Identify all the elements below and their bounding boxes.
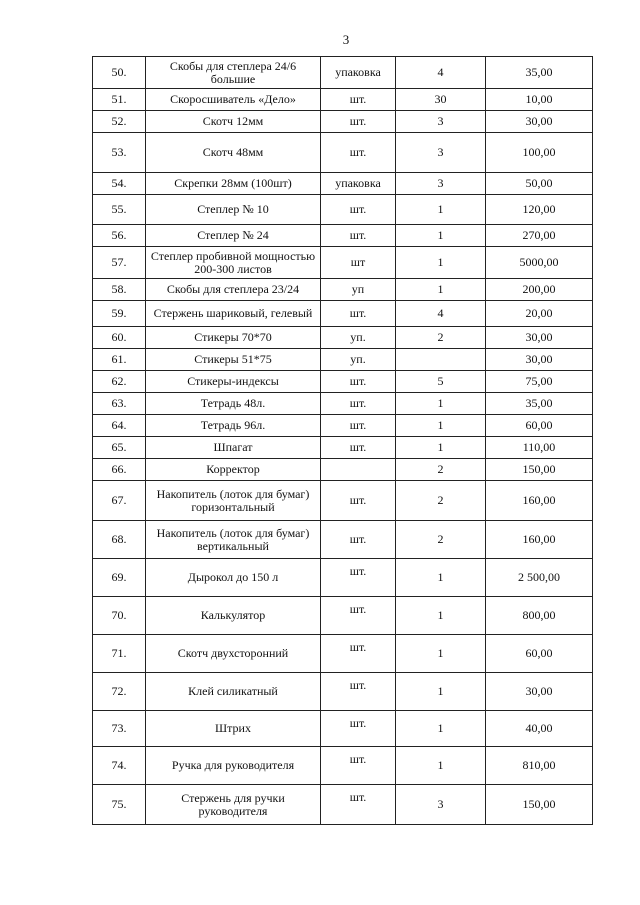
table-row [93,711,593,747]
item-name-cell: Тетрадь 48л. [146,393,321,415]
unit-cell: шт. [321,785,396,825]
item-name-cell: Скоросшиватель «Дело» [146,89,321,111]
row-number-cell: 65. [93,437,146,459]
row-number-cell: 58. [93,279,146,301]
item-name-cell: Скотч двухсторонний [146,635,321,673]
row-number-cell: 69. [93,559,146,597]
quantity-cell: 1 [396,415,486,437]
item-name-cell: Стикеры-индексы [146,371,321,393]
price-cell: 160,00 [486,521,593,559]
row-number-cell: 63. [93,393,146,415]
price-cell: 35,00 [486,393,593,415]
row-number-cell: 70. [93,597,146,635]
table-row [93,559,593,597]
unit-cell: упаковка [321,57,396,89]
table-row [93,785,593,825]
row-number-cell: 50. [93,57,146,89]
table-row [93,371,593,393]
quantity-cell: 2 [396,521,486,559]
item-name-cell: Ручка для руководителя [146,747,321,785]
item-name-cell: Степлер № 10 [146,195,321,225]
supplies-table [92,56,593,825]
quantity-cell: 1 [396,247,486,279]
price-cell: 30,00 [486,349,593,371]
row-number-cell: 68. [93,521,146,559]
unit-cell: шт. [321,393,396,415]
table-row [93,415,593,437]
quantity-cell: 1 [396,597,486,635]
table-row [93,301,593,327]
table-row [93,195,593,225]
row-number-cell: 59. [93,301,146,327]
table-row [93,437,593,459]
row-number-cell: 55. [93,195,146,225]
unit-cell: уп. [321,327,396,349]
item-name-cell: Корректор [146,459,321,481]
item-name-cell: Стержень для ручки руководителя [146,785,321,825]
table-row [93,521,593,559]
price-cell: 2 500,00 [486,559,593,597]
table-row [93,393,593,415]
price-cell: 30,00 [486,673,593,711]
quantity-cell: 2 [396,327,486,349]
table-row [93,459,593,481]
item-name-cell: Шпагат [146,437,321,459]
quantity-cell: 3 [396,785,486,825]
unit-cell: шт. [321,133,396,173]
item-name-cell: Тетрадь 96л. [146,415,321,437]
price-cell: 5000,00 [486,247,593,279]
unit-cell: шт. [321,415,396,437]
item-name-cell: Накопитель (лоток для бумаг) вертикальный [146,521,321,559]
unit-cell: шт. [321,635,396,673]
quantity-cell: 1 [396,279,486,301]
unit-cell: шт. [321,225,396,247]
table-row [93,57,593,89]
unit-cell: шт. [321,597,396,635]
supplies-table-body [93,57,593,825]
row-number-cell: 51. [93,89,146,111]
price-cell: 20,00 [486,301,593,327]
quantity-cell: 1 [396,225,486,247]
item-name-cell: Степлер № 24 [146,225,321,247]
item-name-cell: Скотч 48мм [146,133,321,173]
unit-cell: уп. [321,349,396,371]
price-cell: 150,00 [486,459,593,481]
item-name-cell: Скрепки 28мм (100шт) [146,173,321,195]
unit-cell: шт. [321,711,396,747]
quantity-cell: 1 [396,393,486,415]
quantity-cell [396,349,486,371]
item-name-cell: Клей силикатный [146,673,321,711]
quantity-cell: 1 [396,635,486,673]
item-name-cell: Скобы для степлера 24/6 большие [146,57,321,89]
table-row [93,133,593,173]
row-number-cell: 74. [93,747,146,785]
unit-cell: шт. [321,195,396,225]
quantity-cell: 2 [396,481,486,521]
quantity-cell: 3 [396,111,486,133]
row-number-cell: 62. [93,371,146,393]
price-cell: 50,00 [486,173,593,195]
price-cell: 150,00 [486,785,593,825]
quantity-cell: 4 [396,57,486,89]
unit-cell: шт. [321,673,396,711]
unit-cell: шт. [321,521,396,559]
quantity-cell: 1 [396,559,486,597]
item-name-cell: Скотч 12мм [146,111,321,133]
quantity-cell: 1 [396,747,486,785]
table-row [93,635,593,673]
row-number-cell: 72. [93,673,146,711]
unit-cell: шт. [321,747,396,785]
table-row [93,481,593,521]
item-name-cell: Дырокол до 150 л [146,559,321,597]
price-cell: 75,00 [486,371,593,393]
table-row [93,173,593,195]
row-number-cell: 60. [93,327,146,349]
unit-cell: шт. [321,481,396,521]
row-number-cell: 56. [93,225,146,247]
table-row [93,247,593,279]
row-number-cell: 52. [93,111,146,133]
table-row [93,747,593,785]
table-row [93,89,593,111]
table-row [93,111,593,133]
price-cell: 40,00 [486,711,593,747]
row-number-cell: 71. [93,635,146,673]
item-name-cell: Степлер пробивной мощностью 200-300 листов [146,247,321,279]
row-number-cell: 67. [93,481,146,521]
row-number-cell: 53. [93,133,146,173]
price-cell: 270,00 [486,225,593,247]
price-cell: 30,00 [486,111,593,133]
price-cell: 10,00 [486,89,593,111]
page-number: 3 [342,32,350,47]
row-number-cell: 66. [93,459,146,481]
unit-cell: упаковка [321,173,396,195]
table-row [93,597,593,635]
item-name-cell: Накопитель (лоток для бумаг) горизонтальный [146,481,321,521]
row-number-cell: 73. [93,711,146,747]
row-number-cell: 54. [93,173,146,195]
unit-cell: шт. [321,89,396,111]
quantity-cell: 5 [396,371,486,393]
unit-cell: шт [321,247,396,279]
item-name-cell: Стикеры 51*75 [146,349,321,371]
table-row [93,349,593,371]
item-name-cell: Стержень шариковый, гелевый [146,301,321,327]
unit-cell: шт. [321,437,396,459]
table-row [93,327,593,349]
price-cell: 810,00 [486,747,593,785]
quantity-cell: 1 [396,195,486,225]
item-name-cell: Скобы для степлера 23/24 [146,279,321,301]
quantity-cell: 1 [396,437,486,459]
table-row [93,673,593,711]
quantity-cell: 2 [396,459,486,481]
quantity-cell: 3 [396,133,486,173]
row-number-cell: 57. [93,247,146,279]
price-cell: 60,00 [486,415,593,437]
unit-cell [321,459,396,481]
price-cell: 110,00 [486,437,593,459]
unit-cell: шт. [321,111,396,133]
price-cell: 35,00 [486,57,593,89]
quantity-cell: 30 [396,89,486,111]
price-cell: 120,00 [486,195,593,225]
quantity-cell: 1 [396,673,486,711]
unit-cell: шт. [321,301,396,327]
price-cell: 160,00 [486,481,593,521]
unit-cell: уп [321,279,396,301]
price-cell: 100,00 [486,133,593,173]
row-number-cell: 75. [93,785,146,825]
item-name-cell: Калькулятор [146,597,321,635]
row-number-cell: 61. [93,349,146,371]
price-cell: 60,00 [486,635,593,673]
quantity-cell: 1 [396,711,486,747]
unit-cell: шт. [321,559,396,597]
price-cell: 800,00 [486,597,593,635]
price-cell: 200,00 [486,279,593,301]
table-row [93,225,593,247]
row-number-cell: 64. [93,415,146,437]
quantity-cell: 4 [396,301,486,327]
item-name-cell: Стикеры 70*70 [146,327,321,349]
price-cell: 30,00 [486,327,593,349]
quantity-cell: 3 [396,173,486,195]
table-row [93,279,593,301]
unit-cell: шт. [321,371,396,393]
item-name-cell: Штрих [146,711,321,747]
